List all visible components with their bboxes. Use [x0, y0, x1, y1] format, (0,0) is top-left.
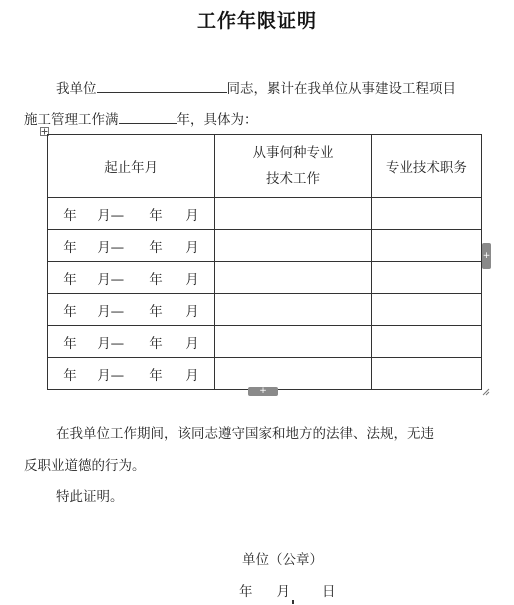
period-date-part: 年 [149, 239, 163, 256]
period-date-part: 年 [63, 367, 77, 384]
specialty-cell[interactable] [215, 198, 371, 230]
table-resize-icon[interactable] [482, 388, 490, 396]
work-history-table [47, 134, 482, 390]
period-date-part: 年 [63, 271, 77, 288]
period-date-part: 年 [63, 335, 77, 352]
period-cell[interactable] [48, 198, 215, 230]
period-date-part: 月— [97, 303, 125, 320]
seal-label: 单位（公章） [242, 552, 323, 568]
years-prefix: 施工管理工作满 [24, 112, 119, 128]
table-add-column-button[interactable]: + [482, 243, 491, 269]
period-date-part: 月— [97, 271, 125, 288]
sign-year: 年 [239, 584, 253, 600]
period-date-part: 年 [149, 271, 163, 288]
position-cell[interactable] [371, 358, 481, 390]
period-date-part: 月 [185, 303, 199, 320]
table-row [48, 294, 482, 326]
period-date-range [48, 332, 214, 352]
period-date-range [48, 364, 214, 384]
position-cell[interactable] [371, 198, 481, 230]
table-row [48, 326, 482, 358]
closing-line-3: 特此证明。 [56, 489, 124, 505]
table-row [48, 230, 482, 262]
position-cell[interactable] [371, 262, 481, 294]
table-header-row [48, 135, 482, 198]
period-date-part: 月 [185, 335, 199, 352]
specialty-cell[interactable] [215, 326, 371, 358]
header-specialty-line1: 从事何种专业 [252, 145, 334, 161]
table-row [48, 358, 482, 390]
period-date-part: 年 [149, 207, 163, 224]
period-cell[interactable] [48, 326, 215, 358]
period-date-part: 月— [97, 367, 125, 384]
years-suffix: 年，具体为： [176, 112, 258, 128]
period-date-range [48, 204, 214, 224]
position-cell[interactable] [371, 326, 481, 358]
intro-prefix: 我单位 [56, 81, 97, 97]
position-cell[interactable] [371, 294, 481, 326]
table-add-row-button[interactable]: + [248, 387, 278, 396]
closing-line-2: 反职业道德的行为。 [24, 458, 146, 474]
intro-line-2 [24, 109, 258, 130]
intro-suffix: 同志，累计在我单位从事建设工程项目 [226, 81, 456, 97]
period-date-part: 月 [185, 367, 199, 384]
table-row [48, 262, 482, 294]
sign-day: 日 [322, 584, 336, 600]
years-blank[interactable] [119, 109, 177, 124]
header-period: 起止年月 [48, 135, 215, 198]
period-date-part: 年 [63, 207, 77, 224]
specialty-cell[interactable] [215, 230, 371, 262]
name-blank[interactable] [97, 78, 227, 93]
sign-month: 月 [276, 584, 290, 600]
text-cursor [292, 600, 294, 604]
period-date-range [48, 268, 214, 288]
period-date-part: 年 [149, 367, 163, 384]
period-date-range [48, 236, 214, 256]
period-date-part: 月 [185, 207, 199, 224]
header-specialty-line2: 技术工作 [266, 171, 321, 187]
period-date-part: 月 [185, 239, 199, 256]
period-date-part: 月— [97, 207, 125, 224]
closing-line-1: 在我单位工作期间，该同志遵守国家和地方的法律、法规，无违 [56, 426, 434, 442]
intro-line-1 [56, 78, 456, 99]
period-cell[interactable] [48, 230, 215, 262]
header-specialty [215, 135, 371, 198]
specialty-cell[interactable] [215, 294, 371, 326]
specialty-cell[interactable] [215, 358, 371, 390]
period-cell[interactable] [48, 358, 215, 390]
header-position: 专业技术职务 [371, 135, 481, 198]
period-date-part: 年 [149, 303, 163, 320]
period-date-part: 月— [97, 239, 125, 256]
position-cell[interactable] [371, 230, 481, 262]
period-date-part: 月— [97, 335, 125, 352]
period-date-range [48, 300, 214, 320]
period-date-part: 年 [149, 335, 163, 352]
specialty-cell[interactable] [215, 262, 371, 294]
period-cell[interactable] [48, 262, 215, 294]
period-date-part: 月 [185, 271, 199, 288]
signature-date [239, 580, 336, 600]
document-title: 工作年限证明 [196, 10, 317, 32]
period-date-part: 年 [63, 239, 77, 256]
table-row [48, 198, 482, 230]
period-date-part: 年 [63, 303, 77, 320]
period-cell[interactable] [48, 294, 215, 326]
